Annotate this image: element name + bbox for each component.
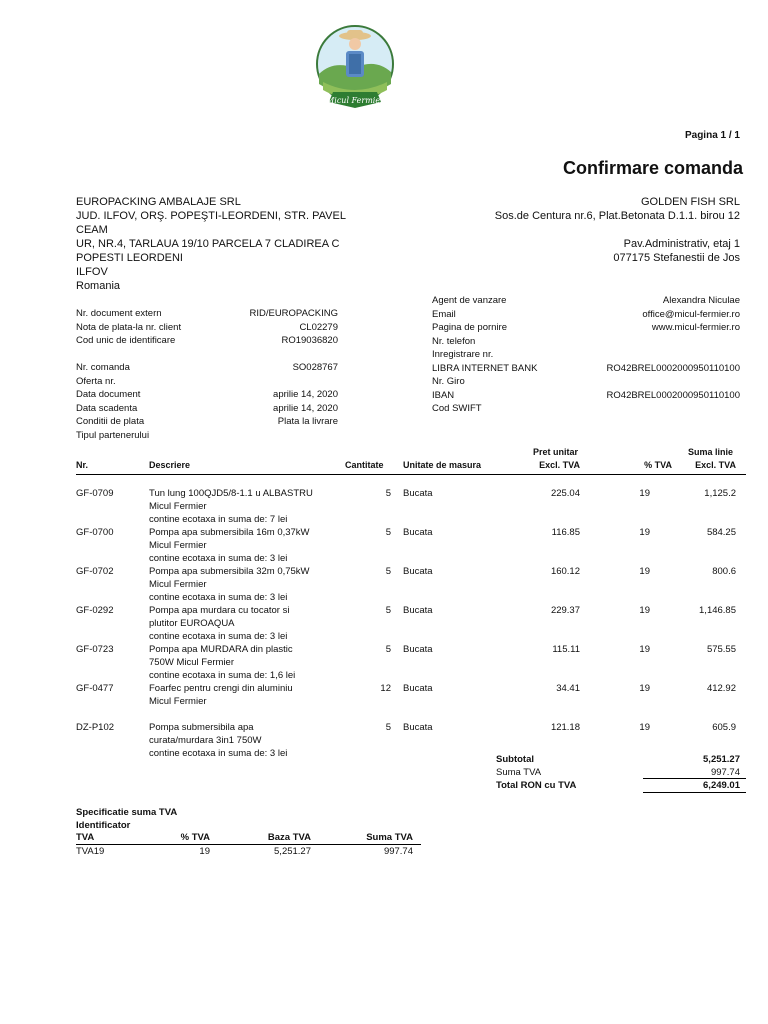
info-row (432, 321, 740, 335)
header-unit: Unitate de masura (403, 460, 482, 470)
header-divider (76, 474, 746, 475)
header-description: Descriere (149, 460, 191, 470)
info-label: Cod SWIFT (432, 403, 482, 414)
info-value: www.micul-fermier.ro (651, 322, 740, 333)
info-label: LIBRA INTERNET BANK (432, 362, 538, 374)
vat-spec-base: 5,251.27 (274, 846, 311, 857)
item-unit: Bucata (403, 683, 433, 694)
item-vat: 19 (639, 644, 650, 655)
item-code: GF-0702 (76, 566, 114, 577)
item-quantity: 5 (385, 527, 391, 538)
item-code: DZ-P102 (76, 722, 115, 733)
info-label: Data document (76, 389, 141, 400)
item-description (149, 526, 339, 565)
micul-fermier-logo (313, 24, 397, 114)
item-vat: 19 (639, 605, 650, 616)
item-unit-price: 34.41 (556, 683, 580, 694)
vat-spec-amount: 997.74 (383, 846, 413, 857)
vat-total-value: 997.74 (710, 767, 740, 778)
vat-spec-id: TVA19 (76, 846, 105, 857)
document-info (76, 307, 338, 442)
supplier-address-line (440, 223, 740, 237)
info-label: Data scadenta (76, 402, 138, 414)
info-row (432, 362, 740, 376)
header-vat: % TVA (644, 460, 672, 470)
header-price-bottom: Excl. TVA (539, 460, 580, 470)
info-label: Nr. comanda (76, 362, 130, 373)
item-line-total: 412.92 (706, 683, 736, 694)
info-row (432, 308, 740, 322)
info-row (76, 307, 338, 321)
item-description-line: Pompa apa murdara cu tocator si (149, 605, 290, 616)
info-label: Nr. Giro (432, 376, 465, 387)
item-description-line: Pompa apa submersibila 16m 0,37kW (149, 527, 310, 538)
item-unit: Bucata (403, 722, 433, 733)
item-quantity: 5 (385, 566, 391, 577)
subtotal-label: Subtotal (496, 754, 534, 765)
item-unit-price: 160.12 (550, 566, 580, 577)
item-description-line: contine ecotaxa in suma de: 3 lei (149, 631, 288, 642)
supplier-address-line: 077175 Stefanestii de Jos (613, 252, 740, 264)
item-unit: Bucata (403, 527, 433, 538)
item-description-line: Pompa submersibila apa (149, 722, 254, 733)
info-value: office@micul-fermier.ro (642, 308, 740, 320)
customer-address-line: UR, NR.4, TARLAUA 19/10 PARCELA 7 CLADIREA C (76, 238, 340, 250)
item-quantity: 12 (380, 683, 391, 694)
info-row (76, 388, 338, 402)
item-vat: 19 (639, 488, 650, 499)
item-description-line: Micul Fermier (149, 540, 207, 551)
item-description-line: Micul Fermier (149, 501, 207, 512)
item-description-line: contine ecotaxa in suma de: 7 lei (149, 514, 288, 525)
vat-spec-col-amount: Suma TVA (366, 832, 413, 843)
item-description-line: Micul Fermier (149, 696, 207, 707)
item-description-line: curata/murdara 3in1 750W (149, 735, 262, 746)
info-row (76, 375, 338, 389)
item-line-total: 800.6 (712, 566, 736, 577)
customer-address-line: ILFOV (76, 266, 108, 278)
item-unit: Bucata (403, 605, 433, 616)
info-label: Inregistrare nr. (432, 349, 494, 360)
info-row (432, 294, 740, 308)
item-description-line: plutitor EUROAQUA (149, 618, 235, 629)
info-label: Tipul partenerului (76, 429, 150, 441)
supplier-address-line: Sos.de Centura nr.6, Plat.Betonata D.1.1. birou 12 (494, 210, 740, 222)
item-vat: 19 (639, 527, 650, 538)
item-unit-price: 116.85 (551, 527, 580, 538)
item-unit-price: 229.37 (550, 605, 580, 616)
item-quantity: 5 (385, 722, 391, 733)
document-title: Confirmare comanda (562, 158, 743, 178)
item-description (149, 643, 339, 682)
info-value: RO42BREL0002000950110100 (606, 389, 740, 401)
info-label: Agent de vanzare (432, 295, 507, 306)
customer-address (76, 195, 346, 293)
item-unit-price: 115.11 (552, 644, 580, 655)
item-description (149, 682, 339, 708)
subtotal-value: 5,251.27 (703, 754, 740, 765)
info-label: Pagina de pornire (432, 322, 507, 333)
item-code: GF-0723 (76, 644, 114, 655)
header-total-top: Suma linie (687, 447, 733, 457)
item-description (149, 487, 339, 526)
item-vat: 19 (639, 722, 650, 733)
info-row (432, 375, 740, 389)
item-description-line: contine ecotaxa in suma de: 3 lei (149, 553, 288, 564)
info-value: RO19036820 (281, 335, 338, 346)
item-line-total: 1,125.2 (704, 488, 736, 499)
header-nr: Nr. (76, 460, 89, 470)
info-label: Conditii de plata (76, 416, 145, 427)
info-label: Oferta nr. (76, 375, 116, 387)
grand-total-label: Total RON cu TVA (496, 780, 577, 791)
total-divider-bottom (643, 792, 746, 793)
header-total-bottom: Excl. TVA (695, 460, 736, 470)
info-value: Alexandra Niculae (662, 295, 740, 306)
customer-address-line: CEAM (76, 224, 108, 236)
item-code: GF-0709 (76, 488, 114, 499)
vat-spec-col-base: Baza TVA (267, 832, 311, 843)
customer-address-line: EUROPACKING AMBALAJE SRL (76, 196, 241, 208)
vat-spec-title: Specificatie suma TVA (76, 807, 178, 818)
customer-address-line: Romania (76, 280, 121, 292)
info-value: RO42BREL0002000950110100 (606, 362, 740, 374)
item-vat: 19 (639, 566, 650, 577)
item-line-total: 1,146.85 (699, 605, 736, 616)
info-row (76, 361, 338, 375)
item-description (149, 604, 339, 643)
info-row (432, 402, 740, 416)
info-label: Nota de plata-la nr. client (76, 321, 182, 333)
page-number: Pagina 1 / 1 (684, 130, 740, 141)
item-line-total: 575.55 (706, 644, 736, 655)
vat-spec-id-label: Identificator (76, 820, 131, 831)
company-info (432, 294, 740, 416)
vat-spec-divider (76, 844, 421, 845)
header-price-top: Pret unitar (532, 447, 578, 457)
vat-spec-col-vat: % TVA (180, 832, 210, 843)
info-label: Email (432, 308, 456, 320)
info-value: Plata la livrare (277, 416, 338, 427)
vat-spec-id-label-2: TVA (76, 832, 95, 843)
info-row (76, 348, 338, 362)
info-label: IBAN (432, 389, 455, 401)
item-description-line: Pompa apa submersibila 32m 0,75kW (149, 566, 310, 577)
supplier-address-line: GOLDEN FISH SRL (640, 196, 740, 208)
info-label: Nr. telefon (432, 335, 476, 347)
item-unit-price: 121.18 (550, 722, 580, 733)
info-label: Cod unic de identificare (76, 335, 176, 346)
item-quantity: 5 (385, 644, 391, 655)
total-divider-top (643, 778, 746, 779)
grand-total-value: 6,249.01 (703, 780, 740, 791)
item-description-line: Foarfec pentru crengi din aluminiu (149, 683, 293, 694)
item-code: GF-0477 (76, 683, 114, 694)
item-description-line: Pompa apa MURDARA din plastic (149, 644, 293, 655)
item-description-line: contine ecotaxa in suma de: 3 lei (149, 592, 288, 603)
info-row (76, 334, 338, 348)
item-unit-price: 225.04 (550, 488, 580, 499)
info-label: Nr. document extern (76, 308, 162, 319)
item-unit: Bucata (403, 566, 433, 577)
item-vat: 19 (639, 683, 650, 694)
item-line-total: 584.25 (706, 527, 736, 538)
customer-address-line: JUD. ILFOV, ORŞ. POPEŞTI-LEORDENI, STR. PAVEL (76, 210, 346, 222)
item-description-line: contine ecotaxa in suma de: 1,6 lei (149, 670, 296, 681)
item-unit: Bucata (403, 488, 433, 499)
item-description-line: contine ecotaxa in suma de: 3 lei (149, 748, 288, 759)
info-row (76, 415, 338, 429)
info-row (76, 321, 338, 335)
supplier-address (440, 195, 740, 265)
info-value: SO028767 (292, 362, 338, 373)
item-description-line: Micul Fermier (149, 579, 207, 590)
info-value: CL02279 (299, 321, 338, 333)
logo-text: Micul Fermier (326, 96, 384, 105)
item-quantity: 5 (385, 605, 391, 616)
vat-spec-vat: 19 (199, 846, 210, 857)
info-value: aprilie 14, 2020 (273, 402, 338, 414)
item-description (149, 721, 339, 760)
item-code: GF-0292 (76, 605, 114, 616)
item-line-total: 605.9 (712, 722, 736, 733)
info-row (76, 402, 338, 416)
supplier-address-line: Pav.Administrativ, etaj 1 (623, 238, 740, 250)
info-value: aprilie 14, 2020 (273, 389, 338, 400)
item-description-line: Tun lung 100QJD5/8-1.1 u ALBASTRU (149, 488, 313, 499)
header-quantity: Cantitate (345, 460, 384, 470)
info-value: RID/EUROPACKING (249, 308, 338, 319)
vat-total-label: Suma TVA (496, 767, 542, 778)
item-quantity: 5 (385, 488, 391, 499)
item-code: GF-0700 (76, 527, 114, 538)
info-row (432, 335, 740, 349)
item-description-line: 750W Micul Fermier (149, 657, 234, 668)
item-description (149, 565, 339, 604)
customer-address-line: POPESTI LEORDENI (76, 252, 183, 264)
info-row (76, 429, 338, 443)
item-unit: Bucata (403, 644, 433, 655)
info-row (432, 348, 740, 362)
info-row (432, 389, 740, 403)
